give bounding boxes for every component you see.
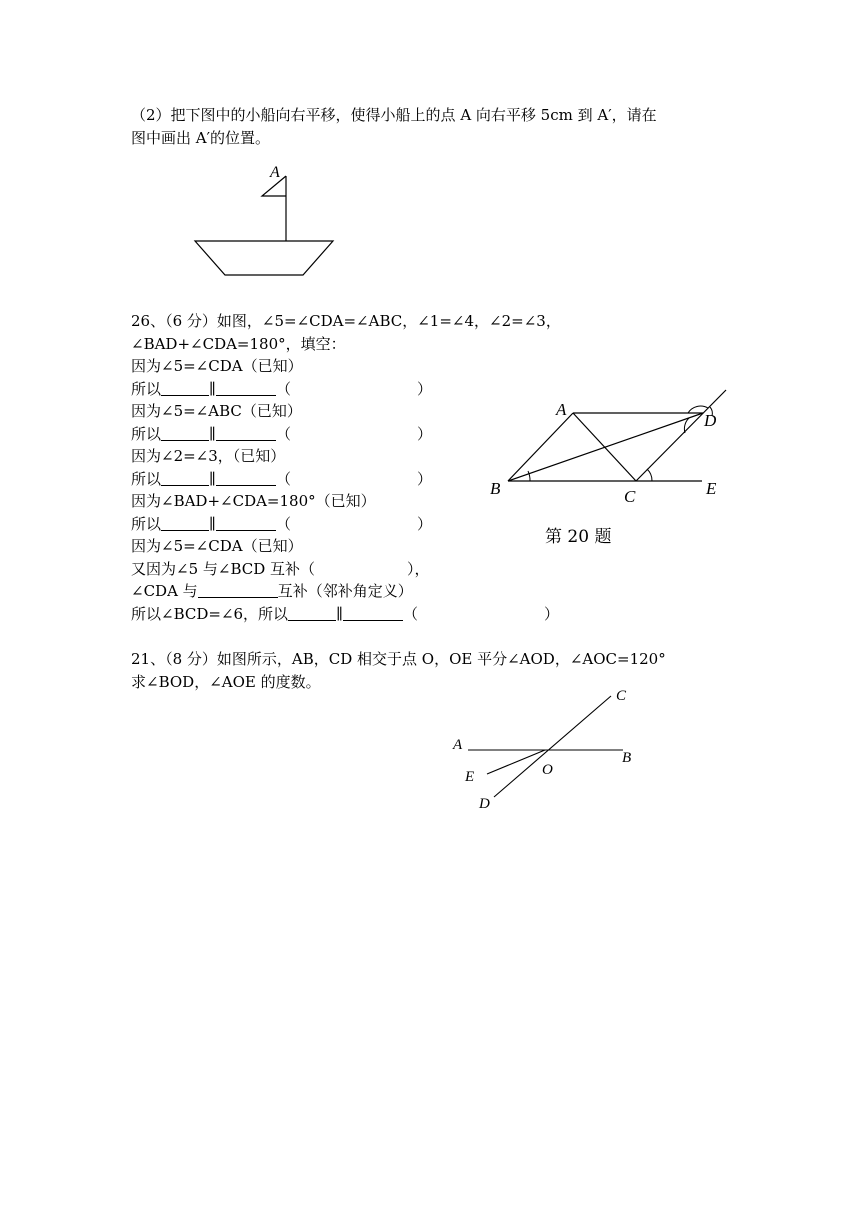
boat-figure [190, 160, 340, 280]
q26-step-3: 因为∠5=∠ABC（已知） [131, 402, 302, 420]
fill-blank[interactable] [161, 381, 209, 396]
fill-blank[interactable] [343, 606, 403, 621]
label-c: C [624, 487, 636, 506]
fill-blank[interactable] [216, 381, 276, 396]
label-b: B [490, 479, 501, 498]
label-a: A [453, 737, 463, 753]
intersecting-lines-figure [440, 680, 650, 815]
parallelogram-figure [480, 380, 740, 520]
label-d: D [704, 411, 717, 430]
q26-step-5: 因为∠2=∠3，（已知） [131, 447, 286, 465]
q21-line1: 21、（8 分）如图所示，AB，CD 相交于点 O，OE 平分∠AOD，∠AOC=120° [131, 650, 666, 668]
label-c: C [616, 688, 627, 704]
q26-step-11: ∠CDA 与 互补（邻补角定义） [131, 582, 413, 600]
q26-step-4: 所以 ∥ （ ） [131, 425, 432, 443]
fill-blank[interactable] [161, 426, 209, 441]
label-a: A [556, 400, 567, 419]
q26-line2: ∠BAD+∠CDA=180°，填空： [131, 335, 346, 353]
fill-blank[interactable] [198, 583, 278, 598]
fill-blank[interactable] [216, 471, 276, 486]
q26-step-9: 因为∠5=∠CDA（已知） [131, 537, 303, 555]
boat-label-a: A [270, 164, 280, 181]
q26-step-8: 所以 ∥ （ ） [131, 515, 432, 533]
q26-step-1: 因为∠5=∠CDA（已知） [131, 357, 303, 375]
q26-step-7: 因为∠BAD+∠CDA=180°（已知） [131, 492, 376, 510]
fill-blank[interactable] [161, 516, 209, 531]
part2-line1: （2）把下图中的小船向右平移，使得小船上的点 A 向右平移 5cm 到 A′，请在 [131, 106, 657, 124]
label-d: D [479, 796, 490, 812]
line-cd [636, 390, 726, 481]
q21-line2: 求∠BOD，∠AOE 的度数。 [131, 673, 321, 691]
line-cd [494, 696, 611, 797]
q26-step-2: 所以 ∥ （ ） [131, 380, 432, 398]
q26-step-6: 所以 ∥ （ ） [131, 470, 432, 488]
label-e: E [465, 769, 475, 785]
line-ba [508, 413, 573, 481]
line-bd [508, 413, 703, 481]
fill-blank[interactable] [288, 606, 336, 621]
boat-hull [195, 241, 333, 275]
fill-blank[interactable] [161, 471, 209, 486]
part2-line2: 图中画出 A′的位置。 [131, 129, 271, 147]
label-b: B [622, 750, 632, 766]
angle-arc-c [647, 469, 652, 481]
q26-step-10: 又因为∠5 与∠BCD 互补（ ）， [131, 560, 430, 578]
fill-blank[interactable] [216, 516, 276, 531]
fill-blank[interactable] [216, 426, 276, 441]
fill-blank[interactable] [315, 562, 407, 576]
angle-arc-b [528, 471, 530, 481]
figure-caption: 第 20 题 [545, 527, 612, 547]
label-e: E [706, 479, 717, 498]
label-o: O [542, 762, 553, 778]
line-oe [487, 750, 545, 774]
q26-line1: 26、（6 分）如图，∠5=∠CDA=∠ABC，∠1=∠4，∠2=∠3， [131, 312, 561, 330]
q26-step-12: 所以∠BCD=∠6，所以 ∥ （ ） [131, 605, 560, 623]
